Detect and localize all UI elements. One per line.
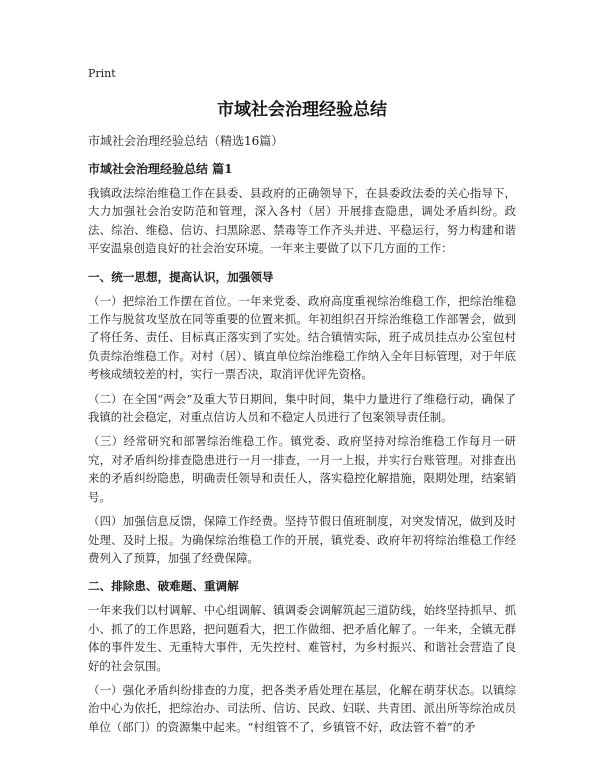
document-subtitle: 市域社会治理经验总结（精选16篇） bbox=[88, 134, 284, 148]
document-page bbox=[88, 66, 516, 736]
paragraph-4: （四）加强信息反馈，保障工作经费。坚持节假日值班制度，对突发情况，做到及时处理、及时上报。为确保综治维稳工作的开展，镇党委、政府年初将综治维稳工作经费列入了预算，加强了经费保障。 bbox=[88, 514, 516, 565]
paragraph-5: 一年来我们以村调解、中心组调解、镇调委会调解筑起三道防线，始终坚持抓早、抓小、抓了的工作思路，把问题看大，把工作做细、把矛盾化解了。一年来，全镇无群体的事件发生、无重特大事件，无失控村、难管村，为乡村振兴、和谐社会营造了良好的社会氛围。 bbox=[88, 603, 516, 673]
paragraph-6: （一）强化矛盾纠纷排查的力度，把各类矛盾处理在基层，化解在萌芽状态。以镇综治中心为依托，把综治办、司法所、信访、民政、妇联、共青团、派出所等综治成员单位（部门）的资源集中起来。“村组管不了，乡镇管不好，政法管不着”的矛 bbox=[88, 682, 516, 734]
section-title: 市域社会治理经验总结 篇1 bbox=[88, 162, 233, 176]
intro-paragraph: 我镇政法综治维稳工作在县委、县政府的正确领导下，在县委政法委的关心指导下，大力加强社会治安防范和管理，深入各村（居）开展排查隐患，调处矛盾纠纷。政法、综治、维稳、信访、扫黑除恶、禁毒等工作齐头并进、平稳运行，努力构建和谐平安温泉创造良好的社会治安环境。一年来主要做了以下几方面的工作： bbox=[88, 186, 516, 256]
paragraph-1: （一）把综治工作摆在首位。一年来党委、政府高度重视综治维稳工作，把综治维稳工作与脱贫攻坚放在同等重要的位置来抓。年初组织召开综治维稳工作部署会，做到了将任务、责任、目标真正落实到了实处。结合镇情实际，班子成员挂点办公室包村负责综治维稳工作。对村（居）、镇直单位综治维稳工作纳入全年目标管理，对于年底考核成绩较差的村，实行一票否决，取消评优评先资格。 bbox=[88, 293, 516, 382]
paragraph-3: （三）经常研究和部署综治维稳工作。镇党委、政府坚持对综治维稳工作每月一研究，对矛盾纠纷排查隐患进行一月一排查，一月一上报，并实行台账管理。对排查出来的矛盾纠纷隐患，明确责任领导和责任人，落实稳控化解措施，限期处理，结案销号。 bbox=[88, 434, 516, 504]
page-title: 市域社会治理经验总结 bbox=[217, 100, 387, 120]
heading-resolve-problems: 二、排除患、破难题、重调解 bbox=[88, 579, 239, 594]
heading-unify-thinking: 一、统一思想，提高认识，加强领导 bbox=[88, 269, 274, 284]
print-link[interactable]: Print bbox=[88, 67, 116, 80]
paragraph-2: （二）在全国“两会”及重大节日期间，集中时间，集中力量进行了维稳行动，确保了我镇的社会稳定，对重点信访人员和不稳定人员进行了包案领导责任制。 bbox=[88, 391, 516, 425]
